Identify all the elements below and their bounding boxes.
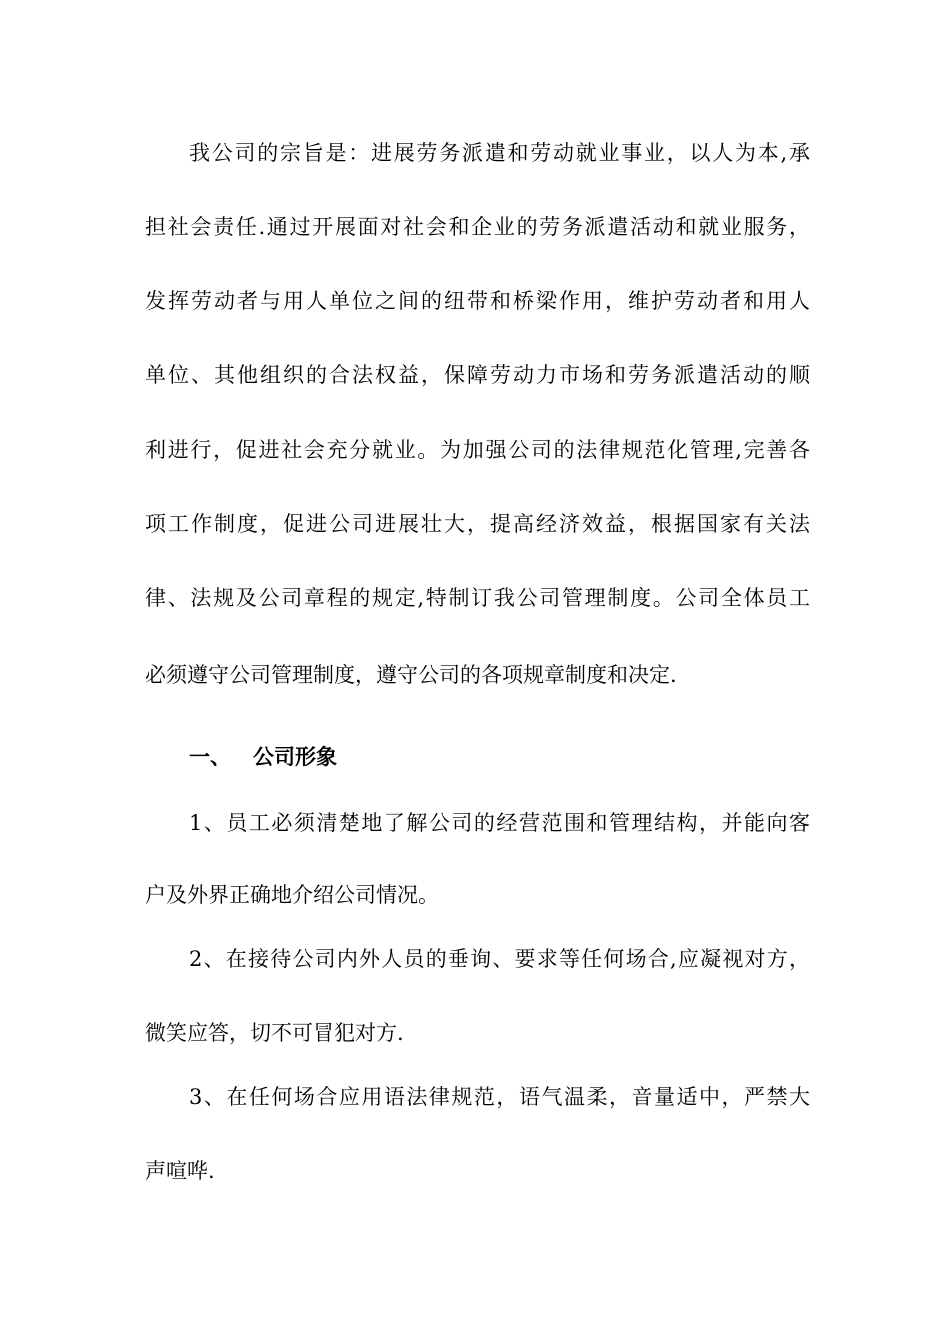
section-number: 一、 bbox=[189, 745, 231, 769]
intro-line-4: 单位、其他组织的合法权益，保障劳动力市场和劳务派遣活动的顺 bbox=[145, 363, 810, 387]
section-title: 公司形象 bbox=[253, 745, 337, 769]
intro-line-5: 利进行，促进社会充分就业。为加强公司的法律规范化管理,完善各 bbox=[145, 438, 810, 462]
intro-line-8: 必须遵守公司管理制度，遵守公司的各项规章制度和决定. bbox=[145, 663, 677, 687]
intro-line-7: 律、法规及公司章程的规定,特制订我公司管理制度。公司全体员工 bbox=[145, 586, 810, 610]
item-3-line-1: 3、在任何场合应用语法律规范，语气温柔，音量适中，严禁大 bbox=[189, 1085, 810, 1109]
item-1-line-2: 户及外界正确地介绍公司情况。 bbox=[145, 883, 439, 907]
item-2-line-1: 2、在接待公司内外人员的垂询、要求等任何场合,应凝视对方， bbox=[189, 947, 810, 971]
item-3-line-2: 声喧哗. bbox=[145, 1159, 215, 1183]
item-1-line-1: 1、员工必须清楚地了解公司的经营范围和管理结构，并能向客 bbox=[189, 811, 810, 835]
section-heading bbox=[189, 742, 337, 772]
item-2-line-2: 微笑应答，切不可冒犯对方. bbox=[145, 1021, 404, 1045]
intro-line-2: 担社会责任.通过开展面对社会和企业的劳务派遣活动和就业服务， bbox=[145, 215, 810, 239]
intro-line-1: 我公司的宗旨是：进展劳务派遣和劳动就业事业，以人为本,承 bbox=[189, 141, 810, 165]
intro-line-3: 发挥劳动者与用人单位之间的纽带和桥梁作用，维护劳动者和用人 bbox=[145, 289, 810, 313]
intro-line-6: 项工作制度，促进公司进展壮大，提高经济效益，根据国家有关法 bbox=[145, 512, 810, 536]
